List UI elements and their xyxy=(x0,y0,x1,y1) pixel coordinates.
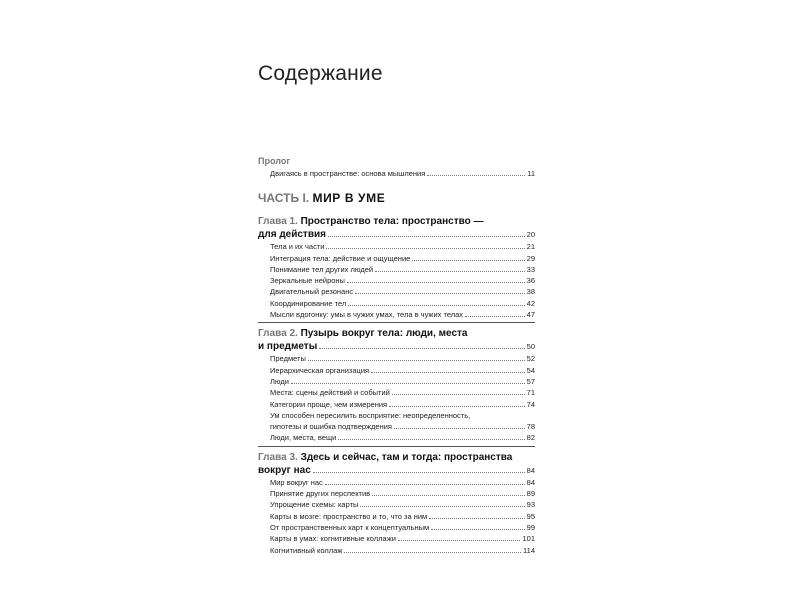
toc-entry-text: Понимание тел других людей xyxy=(270,264,374,274)
toc-entry-page: 36 xyxy=(526,276,535,286)
prolog-heading: Пролог xyxy=(258,156,291,166)
dot-leader xyxy=(392,394,525,395)
toc-entry-page: 52 xyxy=(526,354,535,364)
toc-entry-text: Предметы xyxy=(270,354,306,364)
toc-entry xyxy=(258,432,535,443)
toc-entry xyxy=(258,241,535,252)
toc-entry-page: 47 xyxy=(526,310,535,320)
dot-leader xyxy=(347,282,525,283)
toc-entry-page: 95 xyxy=(526,511,535,521)
chapter-heading xyxy=(258,451,535,464)
chapter-heading xyxy=(258,215,535,228)
dot-leader xyxy=(412,260,524,261)
dot-leader xyxy=(328,236,525,237)
toc-entry xyxy=(258,522,535,533)
dot-leader xyxy=(371,372,525,373)
toc-entry-text: Двигаясь в пространстве: основа мышления xyxy=(270,169,426,178)
toc-entry-page: 11 xyxy=(527,169,535,178)
toc-entry xyxy=(258,387,535,398)
dot-leader xyxy=(326,248,524,249)
dot-leader xyxy=(344,552,521,553)
toc-entry xyxy=(258,286,535,297)
toc-entry-page: 21 xyxy=(526,242,535,252)
dot-leader xyxy=(338,439,524,440)
chapter-3 xyxy=(258,451,535,558)
toc-entry-page: 42 xyxy=(526,298,535,308)
dot-leader xyxy=(389,406,525,407)
toc-entry xyxy=(258,421,535,432)
chapter-1 xyxy=(258,215,535,323)
part-title: МИР В УМЕ xyxy=(312,191,386,206)
toc-entry-page: 99 xyxy=(526,522,535,532)
toc-entry xyxy=(258,253,535,264)
toc-entry-page: 84 xyxy=(526,477,535,487)
dot-leader xyxy=(394,428,525,429)
toc-entry xyxy=(258,399,535,410)
chapter-heading-cont xyxy=(258,340,535,353)
toc-entry-text: Люди, места, вещи xyxy=(270,433,337,443)
toc-entry-text: Ум способен пересилить восприятие: неопределенность, xyxy=(270,410,471,420)
toc-entry-page: 29 xyxy=(526,253,535,263)
chapter-page: 20 xyxy=(526,230,535,240)
chapter-label: Глава 1. xyxy=(258,216,298,228)
dot-leader xyxy=(398,540,521,541)
table-of-contents xyxy=(258,155,535,558)
toc-entry-text: Мир вокруг нас xyxy=(270,477,323,487)
toc-entry xyxy=(258,545,535,556)
toc-entry xyxy=(258,309,535,320)
dot-leader xyxy=(465,316,525,317)
toc-entry-page: 93 xyxy=(526,500,535,510)
toc-entry xyxy=(258,488,535,499)
toc-entry-text: Интеграция тела: действие и ощущение xyxy=(270,253,411,263)
chapter-title: Пространство тела: пространство — xyxy=(300,216,484,228)
toc-entry-page: 71 xyxy=(526,388,535,398)
part-label: ЧАСТЬ I. xyxy=(258,191,310,206)
toc-entry-page: 38 xyxy=(526,287,535,297)
dot-leader xyxy=(319,348,524,349)
toc-entry-text: Когнитивный коллаж xyxy=(270,545,343,555)
toc-entry-text: Люди xyxy=(270,376,289,386)
toc-entry xyxy=(258,353,535,364)
page-title: Содержание xyxy=(258,62,383,85)
toc-entry-text: От пространственных карт к концептуальным xyxy=(270,522,430,532)
chapter-label: Глава 3. xyxy=(258,451,298,463)
toc-entry xyxy=(258,533,535,544)
toc-entry-text: Иерархическая организация xyxy=(270,365,370,375)
chapter-label: Глава 2. xyxy=(258,328,298,340)
toc-entry-text: Карты в умах: когнитивные коллажи xyxy=(270,534,396,544)
chapter-page: 84 xyxy=(526,465,535,475)
dot-leader xyxy=(348,305,524,306)
toc-entry xyxy=(258,511,535,522)
toc-entry-text: Карты в мозге: пространство и то, что за ним xyxy=(270,511,428,521)
toc-entry-page: 78 xyxy=(526,422,535,432)
chapter-heading-cont xyxy=(258,464,535,477)
toc-entry xyxy=(258,376,535,387)
toc-entry-text: Мысли вдогонку: умы в чужих умах, тела в чужих телах xyxy=(270,310,464,320)
dot-leader xyxy=(431,529,525,530)
chapter-title: Здесь и сейчас, там и тогда: пространства xyxy=(300,451,513,463)
dot-leader xyxy=(308,360,525,361)
dot-leader xyxy=(291,383,525,384)
toc-entry-text: Категории проще, чем измерения xyxy=(270,399,388,409)
dot-leader xyxy=(427,175,525,176)
toc-entry xyxy=(258,410,535,421)
toc-entry xyxy=(258,275,535,286)
toc-entry xyxy=(258,365,535,376)
part-heading xyxy=(258,191,535,205)
dot-leader xyxy=(355,293,525,294)
chapter-title: Пузырь вокруг тела: люди, места xyxy=(300,328,468,340)
toc-entry-text: Места: сцены действий и событий xyxy=(270,388,390,398)
toc-entry-text: Зеркальные нейроны xyxy=(270,276,345,286)
toc-entry-page: 89 xyxy=(526,489,535,499)
toc-entry-page: 101 xyxy=(522,534,535,544)
dot-leader xyxy=(360,506,524,507)
chapter-heading xyxy=(258,327,535,340)
toc-entry-text: гипотезы и ошибка подтверждения xyxy=(270,422,392,432)
chapter-2 xyxy=(258,327,535,446)
toc-entry xyxy=(258,298,535,309)
chapter-title-cont: и предметы xyxy=(258,341,318,353)
dot-leader xyxy=(372,495,524,496)
toc-entry-text: Координирование тел xyxy=(270,298,347,308)
toc-entry-text: Принятие других перспектив xyxy=(270,489,371,499)
toc-entry xyxy=(258,264,535,275)
toc-entry-text: Тела и их части xyxy=(270,242,325,252)
dot-leader xyxy=(375,271,525,272)
dot-leader xyxy=(429,518,524,519)
chapter-page: 50 xyxy=(526,342,535,352)
toc-entry xyxy=(258,168,535,179)
dot-leader xyxy=(313,472,525,473)
toc-entry-text: Упрощение схемы: карты xyxy=(270,500,359,510)
chapter-heading-cont xyxy=(258,228,535,241)
toc-entry-page: 33 xyxy=(526,264,535,274)
dot-leader xyxy=(325,484,525,485)
toc-entry-text: Двигательный резонанс xyxy=(270,287,354,297)
toc-entry xyxy=(258,477,535,488)
toc-entry-page: 74 xyxy=(526,399,535,409)
toc-entry-page: 114 xyxy=(523,545,535,555)
toc-entry-page: 82 xyxy=(526,433,535,443)
toc-entry-page: 54 xyxy=(526,365,535,375)
chapter-title-cont: для действия xyxy=(258,229,326,241)
chapter-title-cont: вокруг нас xyxy=(258,464,311,476)
toc-entry xyxy=(258,499,535,510)
toc-entry-page: 57 xyxy=(526,376,535,386)
